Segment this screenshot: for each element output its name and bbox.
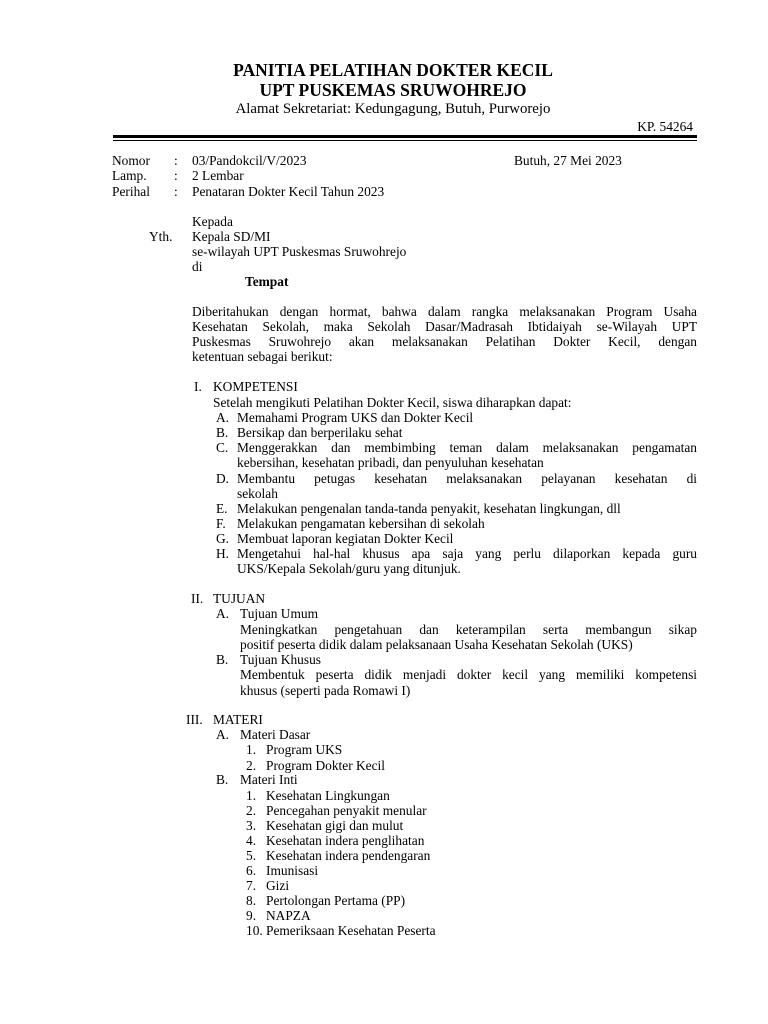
list-item: Pemeriksaan Kesehatan Peserta bbox=[266, 923, 436, 938]
section-number: I. bbox=[194, 379, 202, 394]
list-number: 5. bbox=[246, 848, 257, 863]
subsection-title: Materi Inti bbox=[240, 772, 298, 787]
list-item: Program UKS bbox=[266, 742, 343, 757]
section-title: MATERI bbox=[213, 712, 263, 727]
list-item: Melakukan pengamatan kebersihan di sekolah bbox=[237, 516, 485, 531]
list-letter: G. bbox=[216, 531, 230, 546]
subsection-title: Tujuan Khusus bbox=[240, 652, 321, 667]
list-number: 3. bbox=[246, 818, 257, 833]
subsection-title: Materi Dasar bbox=[240, 727, 311, 742]
list-number: 1. bbox=[246, 788, 257, 803]
recipient-di: di bbox=[192, 259, 203, 274]
list-letter: H. bbox=[216, 546, 230, 561]
paragraph-line: Membentuk peserta didik menjadi dokter kecil yang memiliki kompetensi bbox=[240, 667, 697, 682]
nomor-colon: : bbox=[174, 153, 178, 168]
list-letter: A. bbox=[216, 410, 230, 425]
subsection-letter: A. bbox=[216, 727, 230, 742]
list-item: Gizi bbox=[266, 878, 290, 893]
list-letter: B. bbox=[216, 425, 229, 440]
letterhead-address: Alamat Sekretariat: Kedungagung, Butuh, Purworejo bbox=[235, 101, 551, 117]
divider-thick bbox=[113, 135, 697, 138]
list-item: Membantu petugas kesehatan melaksanakan pelayanan kesehatan di bbox=[237, 471, 697, 486]
letterhead-subtitle: UPT PUSKEMAS SRUWOHREJO bbox=[259, 80, 527, 100]
list-item: Menggerakkan dan membimbing teman dalam melaksanakan pengamatan bbox=[237, 440, 697, 455]
nomor-value: 03/Pandokcil/V/2023 bbox=[192, 153, 307, 168]
lamp-colon: : bbox=[174, 168, 178, 183]
intro-line: Puskesmas Sruwohrejo akan melaksanakan Pelatihan Dokter Kecil, dengan bbox=[192, 334, 697, 349]
section-title: KOMPETENSI bbox=[213, 379, 298, 394]
intro-line: Kesehatan Sekolah, maka Sekolah Dasar/Madrasah Ibtidaiyah se-Wilayah UPT bbox=[192, 319, 697, 334]
list-number: 9. bbox=[246, 908, 257, 923]
list-item: Imunisasi bbox=[266, 863, 319, 878]
postcode: KP. 54264 bbox=[637, 119, 693, 134]
perihal-label: Perihal bbox=[112, 184, 150, 199]
subsection-letter: A. bbox=[216, 606, 230, 621]
section-number: II. bbox=[191, 591, 204, 606]
intro-line: Diberitahukan dengan hormat, bahwa dalam rangka melaksanakan Program Usaha bbox=[192, 304, 697, 319]
perihal-colon: : bbox=[174, 184, 178, 199]
subsection-title: Tujuan Umum bbox=[240, 606, 319, 621]
lamp-value: 2 Lembar bbox=[192, 168, 244, 183]
list-number: 2. bbox=[246, 758, 257, 773]
paragraph-line: khusus (seperti pada Romawi I) bbox=[240, 683, 411, 698]
list-item-continuation: kebersihan, kesehatan pribadi, dan penyuluhan kesehatan bbox=[237, 455, 544, 470]
list-number: 1. bbox=[246, 742, 257, 757]
list-item: Program Dokter Kecil bbox=[266, 758, 385, 773]
list-item: Kesehatan indera pendengaran bbox=[266, 848, 431, 863]
list-letter: F. bbox=[216, 516, 226, 531]
recipient-tempat: Tempat bbox=[245, 274, 289, 289]
list-item-continuation: sekolah bbox=[237, 486, 278, 501]
list-item: Bersikap dan berperilaku sehat bbox=[237, 425, 403, 440]
list-item: Melakukan pengenalan tanda-tanda penyakit, kesehatan lingkungan, dll bbox=[237, 501, 621, 516]
subsection-letter: B. bbox=[216, 772, 229, 787]
list-number: 4. bbox=[246, 833, 257, 848]
list-item: Memahami Program UKS dan Dokter Kecil bbox=[237, 410, 474, 425]
list-item: NAPZA bbox=[266, 908, 311, 923]
list-item: Kesehatan Lingkungan bbox=[266, 788, 390, 803]
paragraph-line: Meningkatkan pengetahuan dan keterampilan serta membangun sikap bbox=[240, 622, 697, 637]
list-item: Membuat laporan kegiatan Dokter Kecil bbox=[237, 531, 454, 546]
paragraph-line: positif peserta didik dalam pelaksanaan Usaha Kesehatan Sekolah (UKS) bbox=[240, 637, 633, 652]
section-lead: Setelah mengikuti Pelatihan Dokter Kecil, siswa diharapkan dapat: bbox=[213, 395, 572, 410]
list-number: 2. bbox=[246, 803, 257, 818]
list-number: 10. bbox=[246, 923, 263, 938]
list-item: Kesehatan gigi dan mulut bbox=[266, 818, 404, 833]
recipient-yth: Yth. bbox=[149, 229, 173, 244]
list-number: 7. bbox=[246, 878, 257, 893]
subsection-letter: B. bbox=[216, 652, 229, 667]
divider-thin bbox=[113, 140, 697, 141]
section-number: III. bbox=[186, 712, 203, 727]
perihal-value: Penataran Dokter Kecil Tahun 2023 bbox=[192, 184, 385, 199]
list-letter: E. bbox=[216, 501, 228, 516]
list-item: Mengetahui hal-hal khusus apa saja yang perlu dilaporkan kepada guru bbox=[237, 546, 697, 561]
list-letter: C. bbox=[216, 440, 229, 455]
list-number: 6. bbox=[246, 863, 257, 878]
recipient-line1: Kepala SD/MI bbox=[192, 229, 271, 244]
list-letter: D. bbox=[216, 471, 230, 486]
section-title: TUJUAN bbox=[213, 591, 266, 606]
recipient-line2: se-wilayah UPT Puskesmas Sruwohrejo bbox=[192, 244, 407, 259]
list-item: Pertolongan Pertama (PP) bbox=[266, 893, 406, 908]
list-number: 8. bbox=[246, 893, 257, 908]
list-item: Kesehatan indera penglihatan bbox=[266, 833, 425, 848]
list-item-continuation: UKS/Kepala Sekolah/guru yang ditunjuk. bbox=[237, 561, 461, 576]
recipient-kepada: Kepada bbox=[192, 214, 233, 229]
letterhead-title: PANITIA PELATIHAN DOKTER KECIL bbox=[233, 60, 553, 80]
list-item: Pencegahan penyakit menular bbox=[266, 803, 427, 818]
nomor-label: Nomor bbox=[112, 153, 150, 168]
intro-line: ketentuan sebagai berikut: bbox=[192, 349, 333, 364]
lamp-label: Lamp. bbox=[112, 168, 147, 183]
letter-date: Butuh, 27 Mei 2023 bbox=[514, 153, 622, 168]
